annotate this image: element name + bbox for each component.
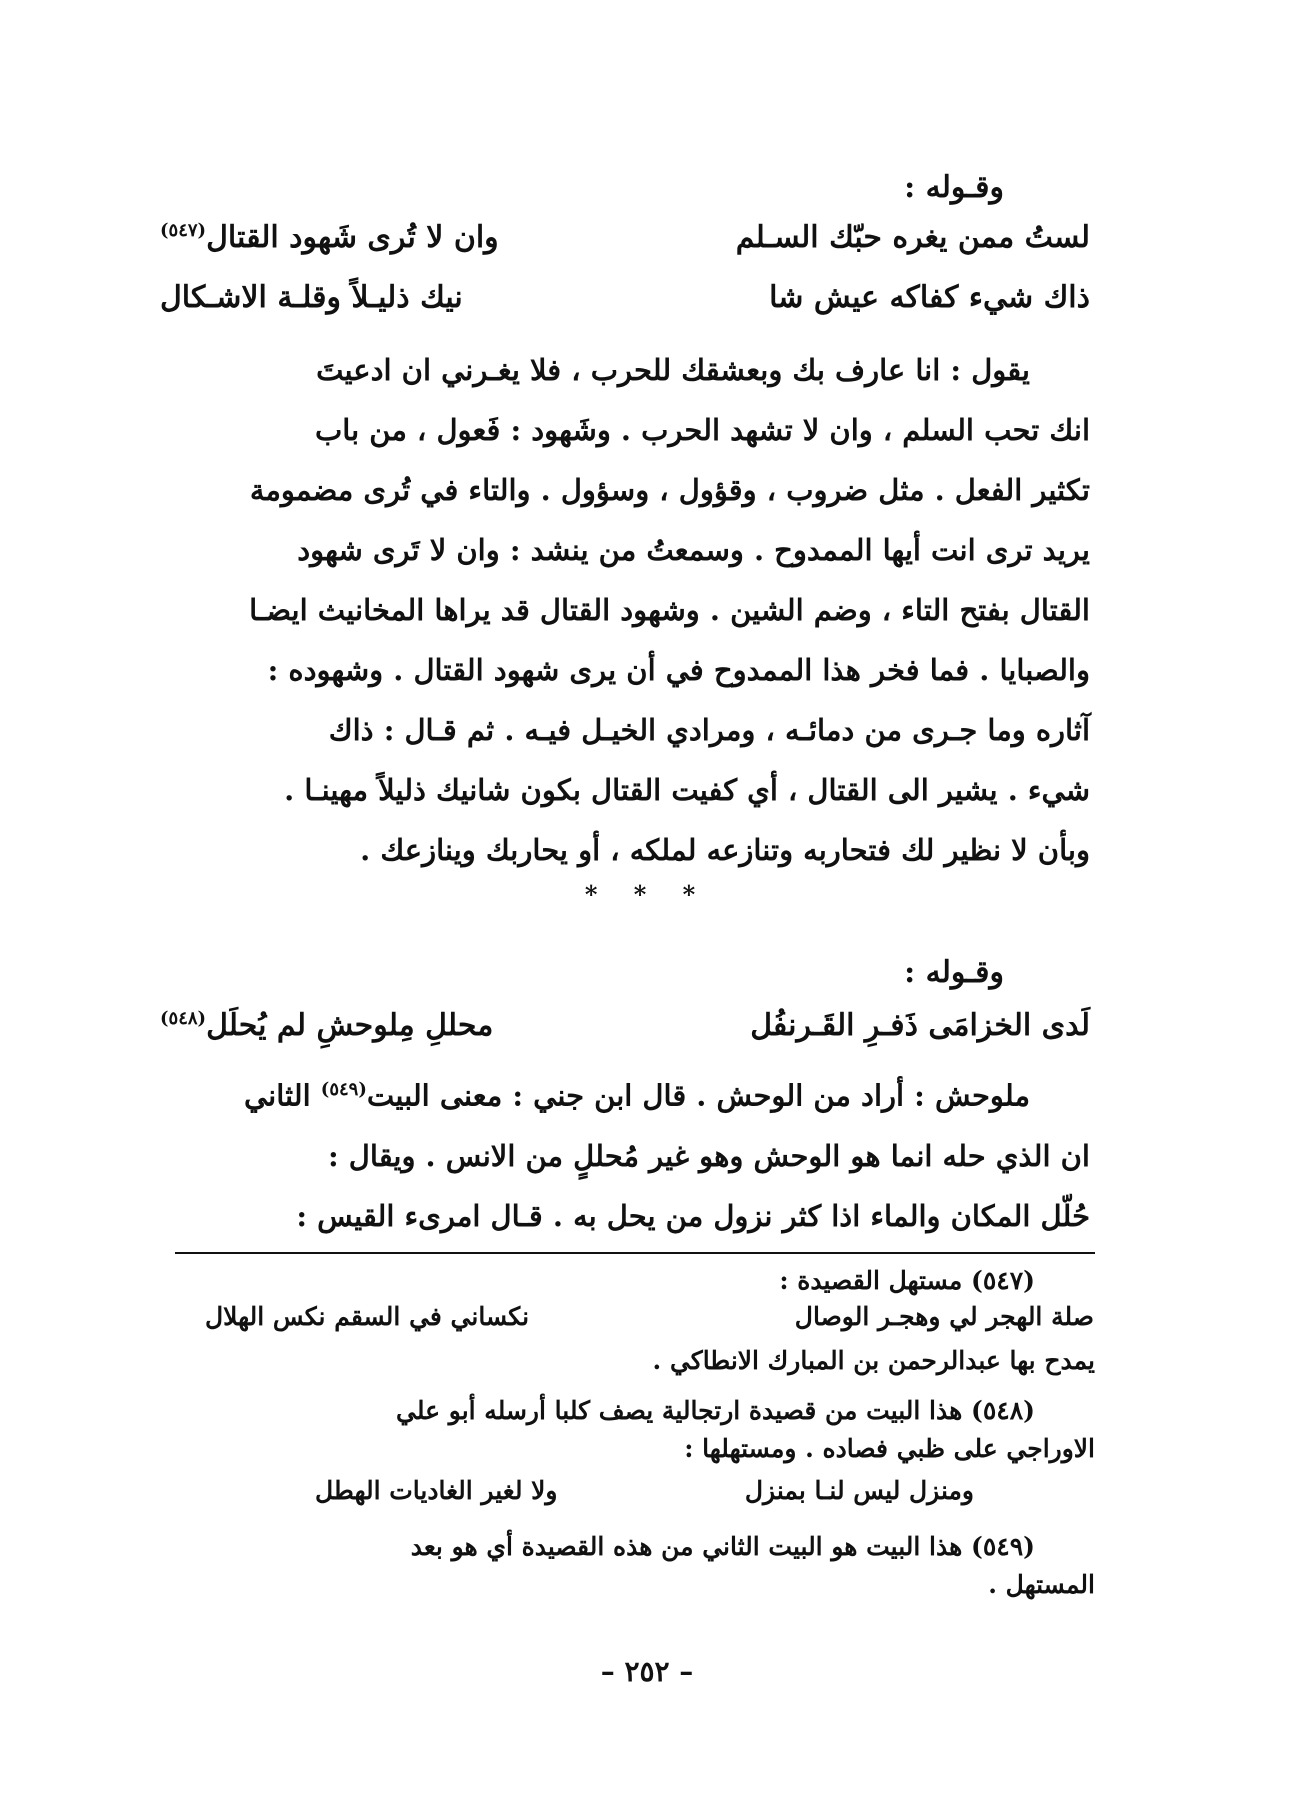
footnote-547 bbox=[160, 1262, 1095, 1300]
commentary-line: يقول : انا عارف بك وبعشقك للحرب ، فلا يغـرني ان ادعيتَ bbox=[316, 353, 1030, 387]
commentary-line: القتال بفتح التاء ، وضم الشين . وشهود القتال قد يراها المخانيث ايضـا bbox=[249, 593, 1090, 627]
verse-line-3 bbox=[160, 1008, 1090, 1060]
commentary-line: آثاره وما جـرى من دمائـه ، ومرادي الخيـل فيـه . ثم قـال : ذاك bbox=[328, 713, 1090, 747]
verse-intro-1: وقـوله : bbox=[904, 170, 1004, 205]
footnote-ref-549: (٥٤٩) bbox=[320, 1079, 367, 1100]
verse-hemistich-1: ذاك شيء كفاكه عيش شا bbox=[769, 280, 1090, 315]
footnote-text: مستهل القصيدة : bbox=[779, 1266, 963, 1295]
page-number: – ٢٥٢ – bbox=[600, 1655, 694, 1688]
verse-line-2 bbox=[160, 280, 1090, 332]
footnote-549 bbox=[160, 1528, 1095, 1604]
footnote-text: هذا البيت من قصيدة ارتجالية يصف كلبا أرسله أبو علي bbox=[396, 1396, 963, 1425]
commentary-2 bbox=[160, 1060, 1090, 1246]
footnote-text: هذا البيت هو البيت الثاني من هذه القصيدة أي هو بعد bbox=[410, 1532, 963, 1561]
footnote-ref-547: (٥٤٧) bbox=[160, 220, 207, 241]
commentary-line: حُلّل المكان والماء اذا كثر نزول من يحل به . قـال امرىء القيس : bbox=[296, 1198, 1090, 1233]
commentary-line: تكثير الفعل . مثل ضروب ، وقؤول ، وسؤول . والتاء في تُرى مضمومة bbox=[249, 473, 1090, 507]
commentary-line: وبأن لا نظير لك فتحاربه وتنازعه لملكه ، أو يحاربك وينازعك . bbox=[360, 833, 1090, 867]
commentary-line: انك تحب السلم ، وان لا تشهد الحرب . وشَهود : فَعول ، من باب bbox=[315, 413, 1090, 447]
footnote-verse-h2: ولا لغير الغاديات الهطل bbox=[315, 1476, 558, 1505]
footnote-547-after: يمدح بها عبدالرحمن بن المبارك الانطاكي . bbox=[652, 1346, 1095, 1375]
footnote-verse-h1: ومنزل ليس لنـا بمنزل bbox=[744, 1476, 974, 1505]
verse-hemistich-2-text: وان لا تُرى شَهود القتال bbox=[206, 220, 499, 255]
commentary-text-tail: الثاني bbox=[243, 1078, 321, 1113]
footnote-verse-h1: صلة الهجر لي وهجـر الوصال bbox=[794, 1302, 1094, 1331]
footnote-ref-548: (٥٤٨) bbox=[160, 1008, 207, 1029]
commentary-line: شيء . يشير الى القتال ، أي كفيت القتال بكون شانيك ذليلاً مهينـا . bbox=[284, 773, 1090, 807]
commentary-line bbox=[160, 1060, 1090, 1126]
verse-hemistich-1: لَدى الخزامَى ذَفـرِ القَـرنفُل bbox=[750, 1008, 1090, 1043]
verse-line-1 bbox=[160, 220, 1090, 272]
footnote-text-cont: المستهل . bbox=[988, 1570, 1095, 1599]
verse-intro-2: وقـوله : bbox=[904, 955, 1004, 990]
commentary-1 bbox=[160, 340, 1090, 880]
commentary-line: والصبايا . فما فخر هذا الممدوح في أن يرى شهود القتال . وشهوده : bbox=[267, 653, 1090, 687]
footnote-text-cont: الاوراجي على ظبي فصاده . ومستهلها : bbox=[684, 1434, 1095, 1463]
footnote-number: (٥٤٧) bbox=[971, 1266, 1035, 1295]
commentary-text: ملوحش : أراد من الوحش . قال ابن جني : معنى البيت bbox=[366, 1078, 1030, 1113]
footnote-548 bbox=[160, 1392, 1095, 1468]
footnote-verse-h2: نكساني في السقم نكس الهلال bbox=[205, 1302, 530, 1331]
section-separator: * * * bbox=[584, 880, 710, 909]
commentary-line: ان الذي حله انما هو الوحش وهو غير مُحللٍ من الانس . ويقال : bbox=[328, 1138, 1090, 1173]
footnote-number: (٥٤٨) bbox=[971, 1396, 1035, 1425]
verse-hemistich-2 bbox=[160, 220, 499, 255]
verse-hemistich-2 bbox=[160, 1008, 493, 1043]
verse-hemistich-2: نيك ذليـلاً وقلـة الاشـكال bbox=[160, 280, 463, 315]
footnote-number: (٥٤٩) bbox=[971, 1532, 1035, 1561]
verse-hemistich-2-text: محللِ مِلوحشِ لم يُحلَل bbox=[206, 1008, 494, 1043]
verse-hemistich-1: لستُ ممن يغره حبّك السـلم bbox=[735, 220, 1090, 255]
commentary-line: يريد ترى انت أيها الممدوح . وسمعتُ من ينشد : وان لا تَرى شهود bbox=[297, 533, 1090, 567]
footnote-divider bbox=[175, 1252, 1095, 1254]
